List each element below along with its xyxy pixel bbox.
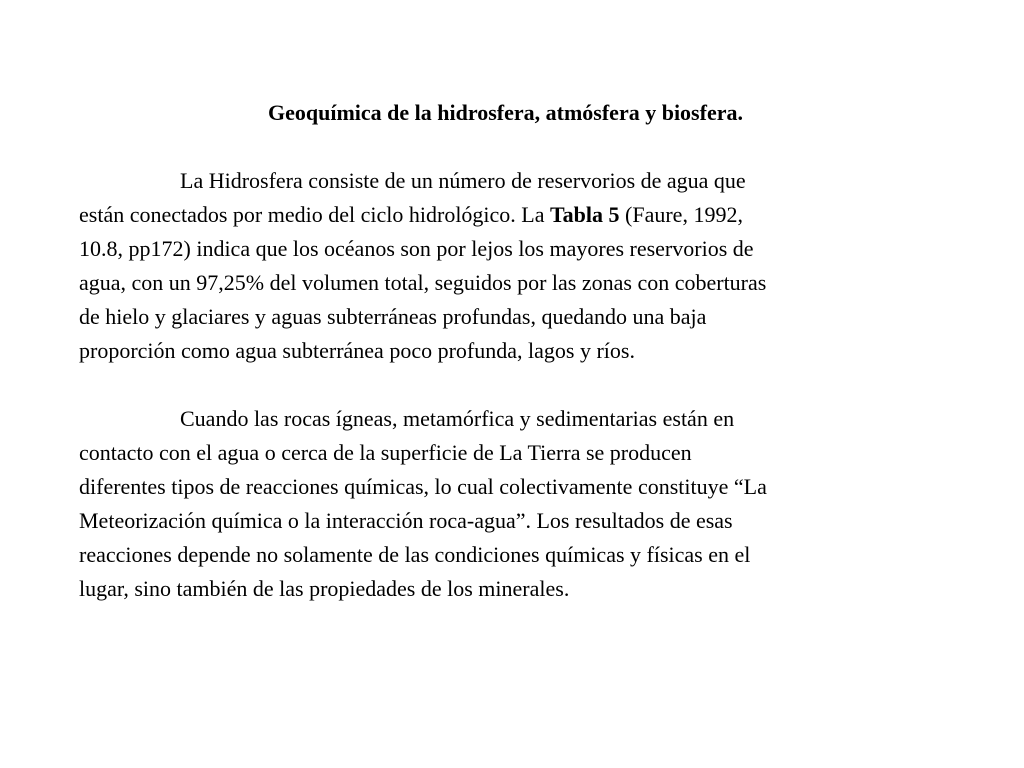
paragraph-line: reacciones depende no solamente de las condiciones químicas y físicas en el <box>79 542 751 567</box>
paragraph-line: La Hidrosfera consiste de un número de reservorios de agua que <box>180 168 746 193</box>
paragraph-line: proporción como agua subterránea poco profunda, lagos y ríos. <box>79 338 635 363</box>
text-run: (Faure, 1992, <box>619 202 743 227</box>
paragraph-line: de hielo y glaciares y aguas subterráneas profundas, quedando una baja <box>79 304 707 329</box>
paragraph-line <box>79 200 743 230</box>
paragraph-line: Cuando las rocas ígneas, metamórfica y sedimentarias están en <box>180 406 735 431</box>
paragraph-line: diferentes tipos de reacciones químicas, lo cual colectivamente constituye “La <box>79 474 767 499</box>
paragraph-line: lugar, sino también de las propiedades de los minerales. <box>79 576 570 601</box>
paragraph-line: Meteorización química o la interacción roca-agua”. Los resultados de esas <box>79 508 733 533</box>
table-reference: Tabla 5 <box>550 202 620 227</box>
paragraph-line: contacto con el agua o cerca de la superficie de La Tierra se producen <box>79 440 692 465</box>
paragraph-line: 10.8, pp172) indica que los océanos son por lejos los mayores reservorios de <box>79 236 754 261</box>
paragraph-line: agua, con un 97,25% del volumen total, seguidos por las zonas con coberturas <box>79 270 767 295</box>
page-title: Geoquímica de la hidrosfera, atmósfera y biosfera. <box>268 100 743 125</box>
text-run: están conectados por medio del ciclo hidrológico. La <box>79 202 551 227</box>
